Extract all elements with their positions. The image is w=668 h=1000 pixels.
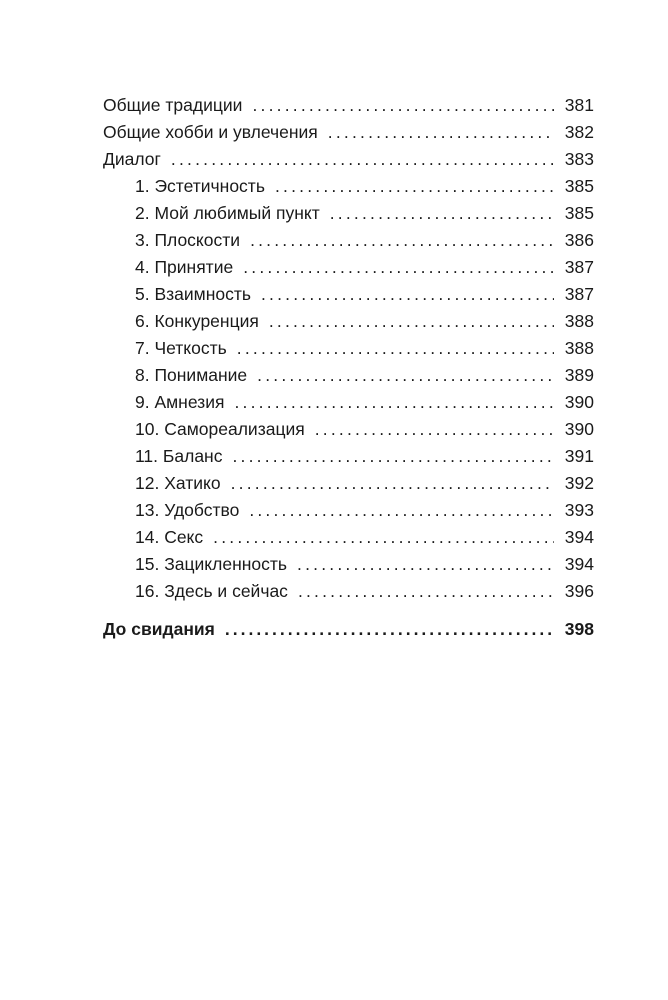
toc-sub-entry: [103, 200, 594, 227]
dot-leader: [269, 308, 554, 335]
toc-sub-entry: [103, 524, 594, 551]
dot-leader: [261, 281, 554, 308]
toc-sub-entry: [103, 497, 594, 524]
dot-leader: [237, 335, 554, 362]
dot-leader: [297, 551, 554, 578]
toc-sub-entry: [103, 362, 594, 389]
toc-sub-entry-title: 11. Баланс: [135, 446, 223, 466]
toc-sub-entry-page: 387: [564, 284, 594, 304]
toc-sub-entry-page: 387: [564, 257, 594, 277]
toc-sub-entry-title: 13. Удобство: [135, 500, 240, 520]
toc-sub-entry-page: 390: [564, 419, 594, 439]
toc-sub-entry-page: 388: [564, 311, 594, 331]
toc-sub-entry-title: 3. Плоскости: [135, 230, 241, 250]
dot-leader: [171, 146, 554, 173]
dot-leader: [252, 92, 554, 119]
dot-leader: [250, 227, 554, 254]
toc-entry: [103, 146, 594, 173]
toc-sub-entry-page: 394: [564, 554, 594, 574]
toc-sub-entry-title: 1. Эстетичность: [135, 176, 265, 196]
toc-entry: [103, 119, 594, 146]
dot-leader: [232, 443, 554, 470]
toc-sub-entry: [103, 173, 594, 200]
toc-sub-entry-title: 8. Понимание: [135, 365, 248, 385]
dot-leader: [328, 119, 554, 146]
toc-sub-entry-page: 391: [564, 446, 594, 466]
toc-sub-entry-title: 9. Амнезия: [135, 392, 225, 412]
toc-sub-entry: [103, 227, 594, 254]
toc-sub-entry-page: 390: [564, 392, 594, 412]
toc-sub-entry: [103, 551, 594, 578]
toc-sub-entry-page: 388: [564, 338, 594, 358]
toc-sub-entry: [103, 308, 594, 335]
toc-final-entry-page: 398: [564, 619, 594, 639]
toc-sub-entry: [103, 578, 594, 605]
toc-sub-entry-page: 389: [564, 365, 594, 385]
toc-sub-entry-title: 4. Принятие: [135, 257, 234, 277]
dot-leader: [234, 389, 554, 416]
toc-sub-entry-page: 392: [564, 473, 594, 493]
toc-sub-entry-title: 14. Секс: [135, 527, 204, 547]
toc-sub-entry-title: 10. Самореализация: [135, 419, 305, 439]
dot-leader: [225, 616, 554, 643]
toc-final-entry: [103, 616, 594, 643]
toc-sub-entry-page: 393: [564, 500, 594, 520]
toc-sub-entry-page: 396: [564, 581, 594, 601]
dot-leader: [298, 578, 554, 605]
toc-sub-entry-page: 385: [564, 203, 594, 223]
dot-leader: [330, 200, 554, 227]
toc-final-entry-title: До свидания: [103, 619, 215, 639]
toc-sub-entry-title: 5. Взаимность: [135, 284, 251, 304]
toc-sub-entry-page: 386: [564, 230, 594, 250]
dot-leader: [249, 497, 554, 524]
toc-sub-entry: [103, 254, 594, 281]
toc-entry-page: 383: [564, 149, 594, 169]
toc-sub-entry-page: 394: [564, 527, 594, 547]
toc-entry-page: 381: [564, 95, 594, 115]
dot-leader: [315, 416, 554, 443]
toc-entry-title: Диалог: [103, 149, 161, 169]
toc-sub-entry: [103, 443, 594, 470]
toc-sub-entry-title: 16. Здесь и сейчас: [135, 581, 288, 601]
toc-entry-title: Общие традиции: [103, 95, 243, 115]
dot-leader: [213, 524, 554, 551]
toc-sub-entry-title: 2. Мой любимый пункт: [135, 203, 320, 223]
toc-sub-entry: [103, 389, 594, 416]
table-of-contents: [103, 92, 594, 643]
dot-leader: [257, 362, 554, 389]
toc-sub-entry: [103, 281, 594, 308]
dot-leader: [231, 470, 554, 497]
toc-entry-title: Общие хобби и увлечения: [103, 122, 318, 142]
toc-sub-entry: [103, 335, 594, 362]
toc-sub-entry-title: 7. Четкость: [135, 338, 227, 358]
toc-sub-entry-title: 12. Хатико: [135, 473, 221, 493]
toc-sub-entry-title: 15. Зацикленность: [135, 554, 288, 574]
toc-sub-entry: [103, 470, 594, 497]
toc-entry: [103, 92, 594, 119]
dot-leader: [275, 173, 554, 200]
dot-leader: [243, 254, 554, 281]
toc-sub-entry-title: 6. Конкуренция: [135, 311, 259, 331]
toc-sub-entry-page: 385: [564, 176, 594, 196]
toc-entry-page: 382: [564, 122, 594, 142]
toc-sub-entry: [103, 416, 594, 443]
